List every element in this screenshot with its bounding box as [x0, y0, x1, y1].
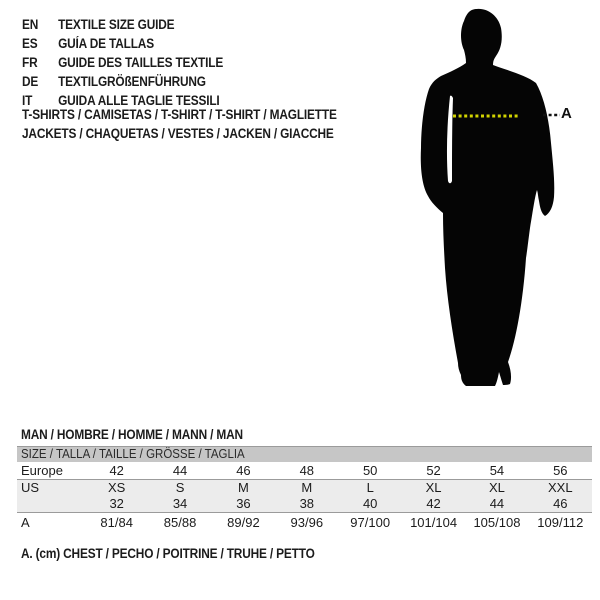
size-table: [17, 446, 592, 533]
language-label: TEXTILGRÖßENFÜHRUNG: [58, 74, 206, 89]
table-row-europe: [17, 462, 592, 480]
table-cell: 93/96: [290, 515, 324, 530]
language-label: GUIDE DES TAILLES TEXTILE: [58, 55, 224, 70]
table-cell: 81/84: [100, 515, 133, 530]
table-cell: 101/104: [410, 515, 458, 530]
language-label: GUIDA ALLE TAGLIE TESSILI: [58, 93, 220, 108]
man-silhouette-figure: [400, 0, 600, 400]
table-cell: 48: [299, 463, 315, 478]
row-label: US: [21, 480, 40, 495]
category-line-tshirts: T-SHIRTS / CAMISETAS / T-SHIRT / T-SHIRT / MAGLIETTE: [22, 107, 337, 122]
table-row-chest-cm: [17, 513, 592, 533]
language-code: ES: [22, 36, 38, 51]
table-cell: M: [238, 480, 249, 495]
language-row: [22, 34, 223, 53]
language-code: IT: [22, 93, 33, 108]
table-cell: 89/92: [227, 515, 260, 530]
table-cell: 38: [299, 496, 315, 511]
table-cell: 46: [553, 496, 568, 511]
size-table-header-row: [17, 447, 592, 462]
measure-label-a: A: [561, 105, 572, 122]
table-cell: 50: [362, 463, 378, 478]
table-cell: 97/100: [350, 515, 391, 530]
table-cell: M: [301, 480, 313, 495]
table-cell: 105/108: [473, 515, 521, 530]
language-code: EN: [22, 17, 39, 32]
table-cell: 56: [553, 463, 568, 478]
table-cell: 44: [172, 463, 188, 478]
language-code: DE: [22, 74, 39, 89]
category-line-jackets: JACKETS / CHAQUETAS / VESTES / JACKEN / GIACCHE: [22, 126, 334, 141]
table-cell: 42: [426, 496, 441, 511]
table-cell: XXL: [548, 480, 573, 495]
table-cell: XL: [425, 480, 442, 495]
table-cell: 85/88: [163, 515, 197, 530]
table-cell: 40: [362, 496, 378, 511]
row-label: A: [21, 515, 30, 530]
table-cell: L: [366, 480, 374, 495]
language-row: [22, 72, 223, 91]
table-cell: 46: [236, 463, 251, 478]
table-cell: XL: [488, 480, 505, 495]
language-row: [22, 15, 223, 34]
table-cell: 42: [109, 463, 124, 478]
table-row-us: [17, 480, 592, 496]
man-silhouette: [421, 9, 555, 386]
size-table-header-label: SIZE / TALLA / TAILLE / GRÖSSE / TAGLIA: [21, 447, 245, 461]
table-cell: S: [175, 480, 185, 495]
measurement-footnote: A. (cm) CHEST / PECHO / POITRINE / TRUHE / PETTO: [21, 546, 315, 561]
row-label: Europe: [21, 463, 63, 478]
language-label: GUÍA DE TALLAS: [58, 36, 154, 51]
category-lines: [22, 105, 380, 143]
table-cell: 52: [426, 463, 441, 478]
language-list: [22, 15, 251, 110]
language-row: [22, 53, 223, 72]
language-code: FR: [22, 55, 38, 70]
section-title: MAN / HOMBRE / HOMME / MANN / MAN: [21, 427, 243, 442]
table-cell: 44: [489, 496, 505, 511]
row-label: [17, 496, 85, 512]
table-cell: 32: [109, 496, 124, 511]
language-label: TEXTILE SIZE GUIDE: [58, 17, 175, 32]
table-cell: XS: [108, 480, 126, 495]
table-cell: 36: [236, 496, 251, 511]
table-cell: 109/112: [537, 515, 584, 530]
table-row-us-numeric: [17, 496, 592, 513]
table-cell: 54: [489, 463, 505, 478]
table-cell: 34: [172, 496, 188, 511]
